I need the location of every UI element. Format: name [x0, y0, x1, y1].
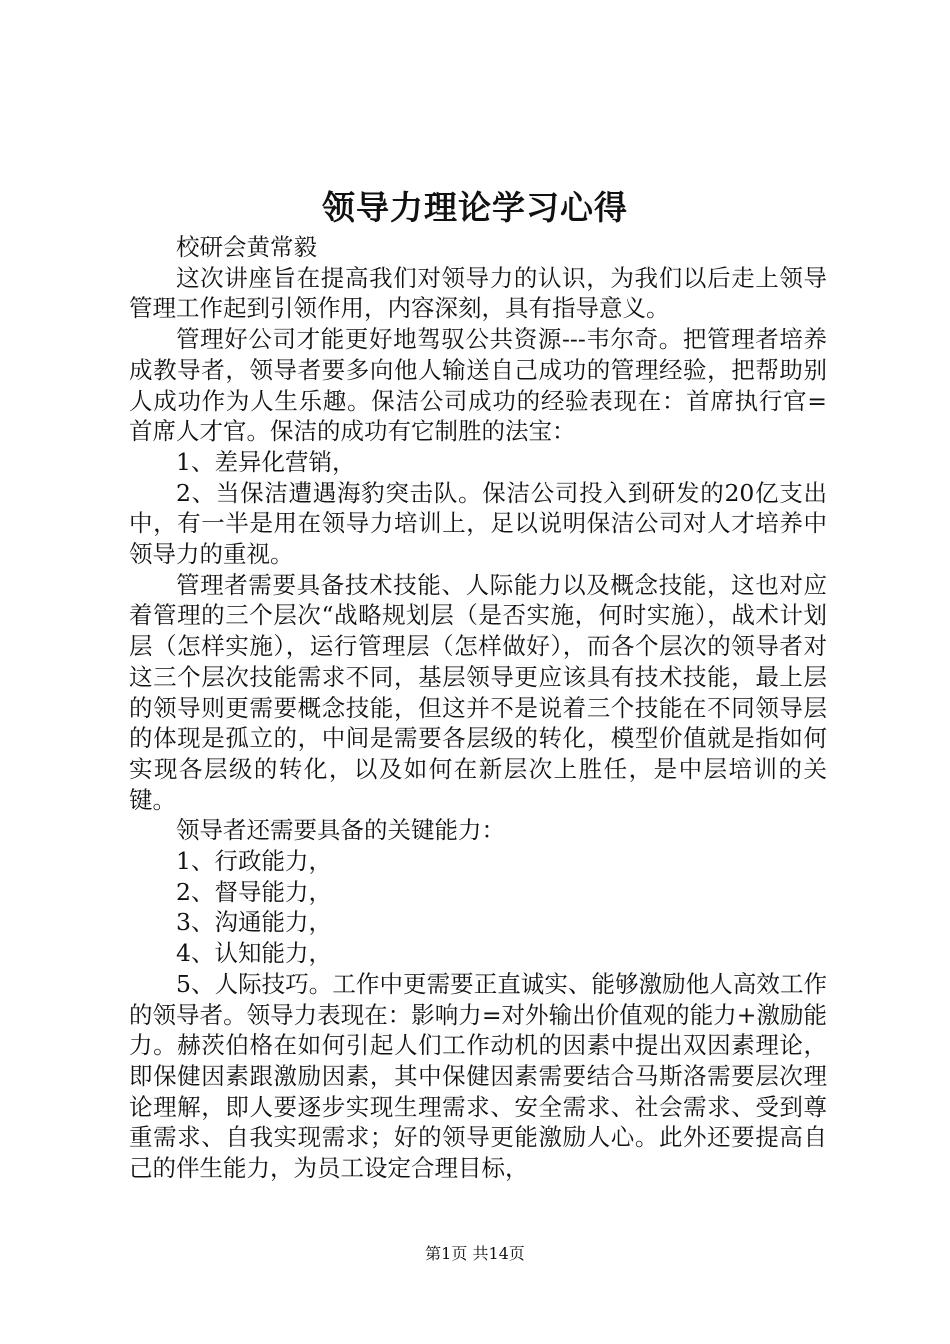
list-item: 2、当保洁遭遇海豹突击队。保洁公司投入到研发的20亿支出中，有一半是用在领导力培训上，足以说明保洁公司对人才培养中领导力的重视。	[129, 478, 827, 569]
paragraph: 管理者需要具备技术技能、人际能力以及概念技能，这也对应着管理的三个层次“战略规划层（是否实施，何时实施），战术计划层（怎样实施），运行管理层（怎样做好），而各个层次的领导者对这三个层次技能需求不同，基层领导更应该具有技术技能，最上层的领导则更需要概念技能，但这并不是说着三个技能在不同领导层的体现是孤立的，中间是需要各层级的转化，模型价值就是指如何实现各层级的转化，以及如何在新层次上胜任，是中层培训的关键。	[129, 570, 827, 814]
paragraph: 领导者还需要具备的关键能力：	[176, 816, 505, 845]
list-item: 1、差异化营销，	[176, 447, 356, 476]
list-item: 1、行政能力，	[176, 847, 332, 876]
document-body	[129, 232, 827, 1184]
author-line: 校研会黄常毅	[176, 233, 317, 261]
list-item: 2、督导能力，	[176, 877, 332, 906]
page-footer: 第1页 共14页	[425, 1244, 525, 1263]
paragraph: 这次讲座旨在提高我们对领导力的认识，为我们以后走上领导管理工作起到引领作用，内容深刻，具有指导意义。	[129, 263, 827, 323]
list-item: 5、人际技巧。工作中更需要正直诚实、能够激励他人高效工作的领导者。领导力表现在：影响力=对外输出价值观的能力+激励能力。赫茨伯格在如何引起人们工作动机的因素中提出双因素理论，即保健因素跟激励因素，其中保健因素需要结合马斯洛需要层次理论理解，即人要逐步实现生理需求、安全需求、社会需求、受到尊重需求、自我实现需求；好的领导更能激励人心。此外还要提高自己的伴生能力，为员工设定合理目标，	[129, 969, 827, 1183]
list-item: 4、认知能力，	[176, 939, 332, 968]
paragraph: 管理好公司才能更好地驾驭公共资源---韦尔奇。把管理者培养成教导者，领导者要多向他人输送自己成功的管理经验，把帮助别人成功作为人生乐趣。保洁公司成功的经验表现在：首席执行官=首席人才官。保洁的成功有它制胜的法宝：	[129, 325, 827, 446]
list-item: 3、沟通能力，	[176, 908, 332, 937]
document-title: 领导力理论学习心得	[322, 188, 628, 227]
